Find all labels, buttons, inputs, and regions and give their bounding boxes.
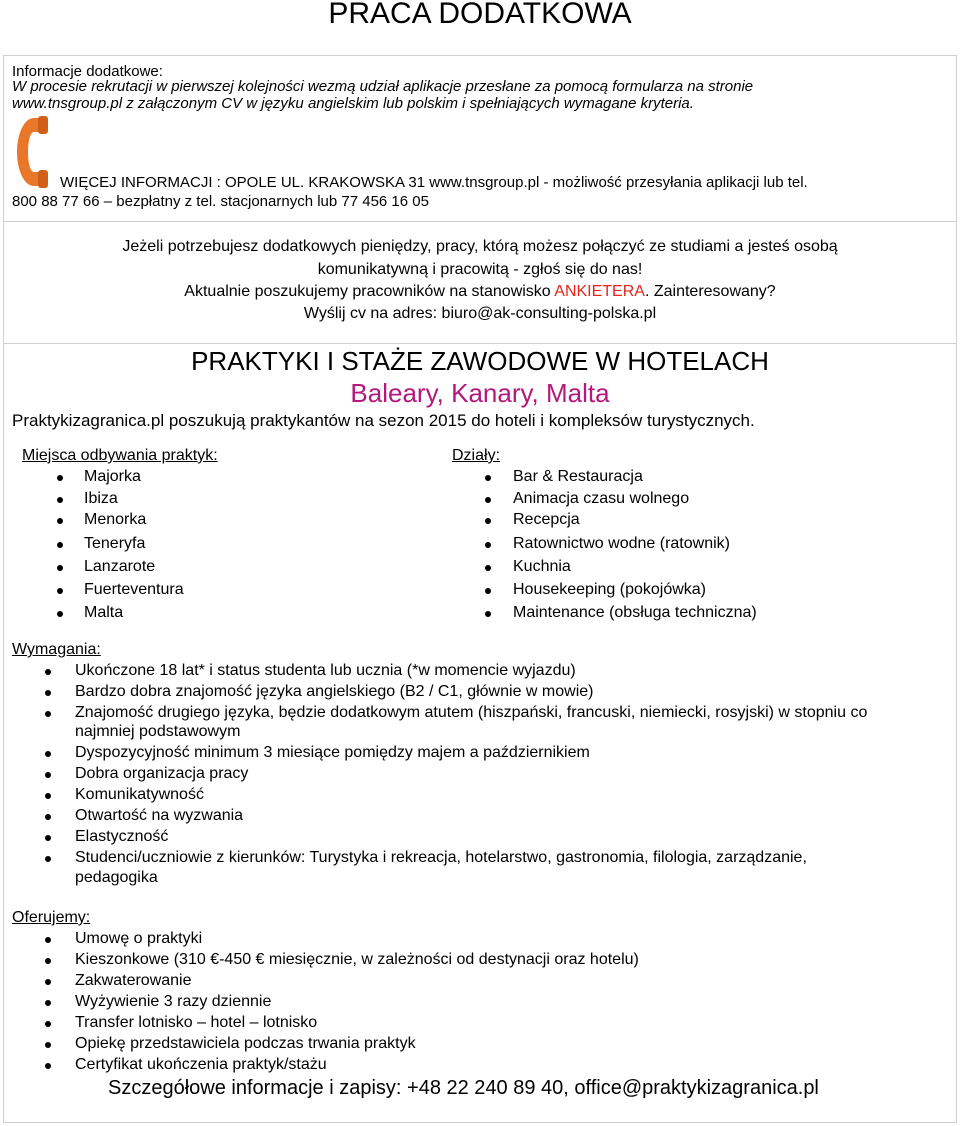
bullet-icon (45, 937, 51, 943)
bullet-icon (45, 772, 51, 778)
bullet-icon (485, 518, 491, 524)
offer-item: Umowę o praktyki (75, 930, 203, 947)
bullet-icon (45, 711, 51, 717)
info-text-line-2: www.tnsgroup.pl z załączonym CV w języku angielskim lub polskim i spełniających wymagane kryteria. (12, 95, 694, 112)
place-item: Ibiza (84, 490, 118, 507)
requirement-item: najmniej podstawowym (75, 723, 241, 740)
offer-item: Opiekę przedstawiciela podczas trwania praktyk (75, 1035, 416, 1052)
page-title: PRACA DODATKOWA (328, 0, 632, 30)
offer-heading: Oferujemy: (12, 909, 91, 926)
place-item: Lanzarote (84, 558, 156, 575)
job-position-highlight: ANKIETERA (554, 283, 645, 300)
bullet-icon (45, 1042, 51, 1048)
departments-heading: Działy: (452, 447, 501, 464)
bullet-icon (45, 793, 51, 799)
place-item: Malta (84, 604, 124, 621)
requirement-item: pedagogika (75, 869, 158, 886)
contact-line-1: WIĘCEJ INFORMACJI : OPOLE UL. KRAKOWSKA 31 www.tnsgroup.pl - możliwość przesyłania aplikacji lub tel. (60, 174, 808, 191)
offer-item: Zakwaterowanie (75, 972, 192, 989)
internship-subheading: Baleary, Kanary, Malta (350, 378, 610, 408)
department-item: Maintenance (obsługa techniczna) (513, 604, 757, 621)
requirement-item: Komunikatywność (75, 786, 204, 803)
requirement-item: Bardzo dobra znajomość języka angielskiego (B2 / C1, głównie w mowie) (75, 683, 594, 700)
job-text-line-2: komunikatywną i pracowitą - zgłoś się do nas! (317, 261, 643, 278)
bullet-icon (485, 542, 491, 548)
offer-item: Kieszonkowe (310 €-450 € miesięcznie, w zależności od destynacji oraz hotelu) (75, 951, 639, 968)
bullet-icon (45, 979, 51, 985)
requirement-item: Otwartość na wyzwania (75, 807, 244, 824)
job-text-line-4: Wyślij cv na adres: biuro@ak-consulting-polska.pl (303, 305, 657, 322)
bullet-icon (45, 669, 51, 675)
bullet-icon (57, 588, 63, 594)
internship-intro: Praktykizagranica.pl poszukują praktykantów na sezon 2015 do hoteli i kompleksów turystycznych. (12, 411, 755, 430)
department-item: Bar & Restauracja (513, 468, 643, 485)
bullet-icon (57, 518, 63, 524)
bullet-icon (45, 835, 51, 841)
department-item: Housekeeping (pokojówka) (513, 581, 706, 598)
contact-line-2: 800 88 77 66 – bezpłatny z tel. stacjonarnych lub 77 456 16 05 (12, 193, 429, 210)
department-item: Kuchnia (513, 558, 571, 575)
bullet-icon (485, 475, 491, 481)
requirement-item: Ukończone 18 lat* i status studenta lub ucznia (*w momencie wyjazdu) (75, 662, 576, 679)
bullet-icon (57, 565, 63, 571)
requirement-item: Dobra organizacja pracy (75, 765, 249, 782)
bullet-icon (485, 497, 491, 503)
bullet-icon (57, 611, 63, 617)
bullet-icon (57, 542, 63, 548)
requirement-item: Studenci/uczniowie z kierunków: Turystyka i rekreacja, hotelarstwo, gastronomia, filologia, zarządzanie, (75, 849, 807, 866)
bullet-icon (57, 475, 63, 481)
offer-item: Wyżywienie 3 razy dziennie (75, 993, 272, 1010)
bullet-icon (485, 588, 491, 594)
info-text-line-1: W procesie rekrutacji w pierwszej kolejności wezmą udział aplikacje przesłane za pomocą formularza na stronie (12, 78, 754, 95)
requirements-heading: Wymagania: (12, 641, 101, 658)
bullet-icon (45, 1000, 51, 1006)
department-item: Ratownictwo wodne (ratownik) (513, 535, 730, 552)
bullet-icon (485, 611, 491, 617)
bullet-icon (45, 1021, 51, 1027)
bullet-icon (485, 565, 491, 571)
job-text-line-1: Jeżeli potrzebujesz dodatkowych pieniędzy, pracy, którą możesz połączyć ze studiami a jesteś osobą (122, 238, 838, 255)
bullet-icon (57, 497, 63, 503)
department-item: Animacja czasu wolnego (513, 490, 690, 507)
requirement-item: Elastyczność (75, 828, 169, 845)
place-item: Menorka (84, 511, 147, 528)
bullet-icon (45, 856, 51, 862)
department-item: Recepcja (513, 511, 580, 528)
requirement-item: Dyspozycyjność minimum 3 miesiące pomiędzy majem a październikiem (75, 744, 590, 761)
offer-item: Transfer lotnisko – hotel – lotnisko (75, 1014, 318, 1031)
offer-item: Certyfikat ukończenia praktyk/stażu (75, 1056, 327, 1073)
bullet-icon (45, 958, 51, 964)
phone-handset-icon (14, 116, 50, 188)
job-text-line-3: Aktualnie poszukujemy pracowników na stanowisko ANKIETERA. Zainteresowany? (184, 283, 776, 300)
places-heading: Miejsca odbywania praktyk: (22, 447, 218, 464)
bullet-icon (45, 1063, 51, 1069)
bullet-icon (45, 690, 51, 696)
bullet-icon (45, 751, 51, 757)
bullet-icon (45, 814, 51, 820)
internship-heading: PRAKTYKI I STAŻE ZAWODOWE W HOTELACH (191, 346, 769, 376)
place-item: Teneryfa (84, 535, 146, 552)
place-item: Fuerteventura (84, 581, 184, 598)
place-item: Majorka (84, 468, 141, 485)
requirement-item: Znajomość drugiego języka, będzie dodatkowym atutem (hiszpański, francuski, niemiecki, rosyjski) w stopniu co (75, 704, 868, 721)
info-heading: Informacje dodatkowe: (12, 63, 163, 80)
footer-contact: Szczegółowe informacje i zapisy: +48 22 240 89 40, office@praktykizagranica.pl (108, 1077, 819, 1099)
